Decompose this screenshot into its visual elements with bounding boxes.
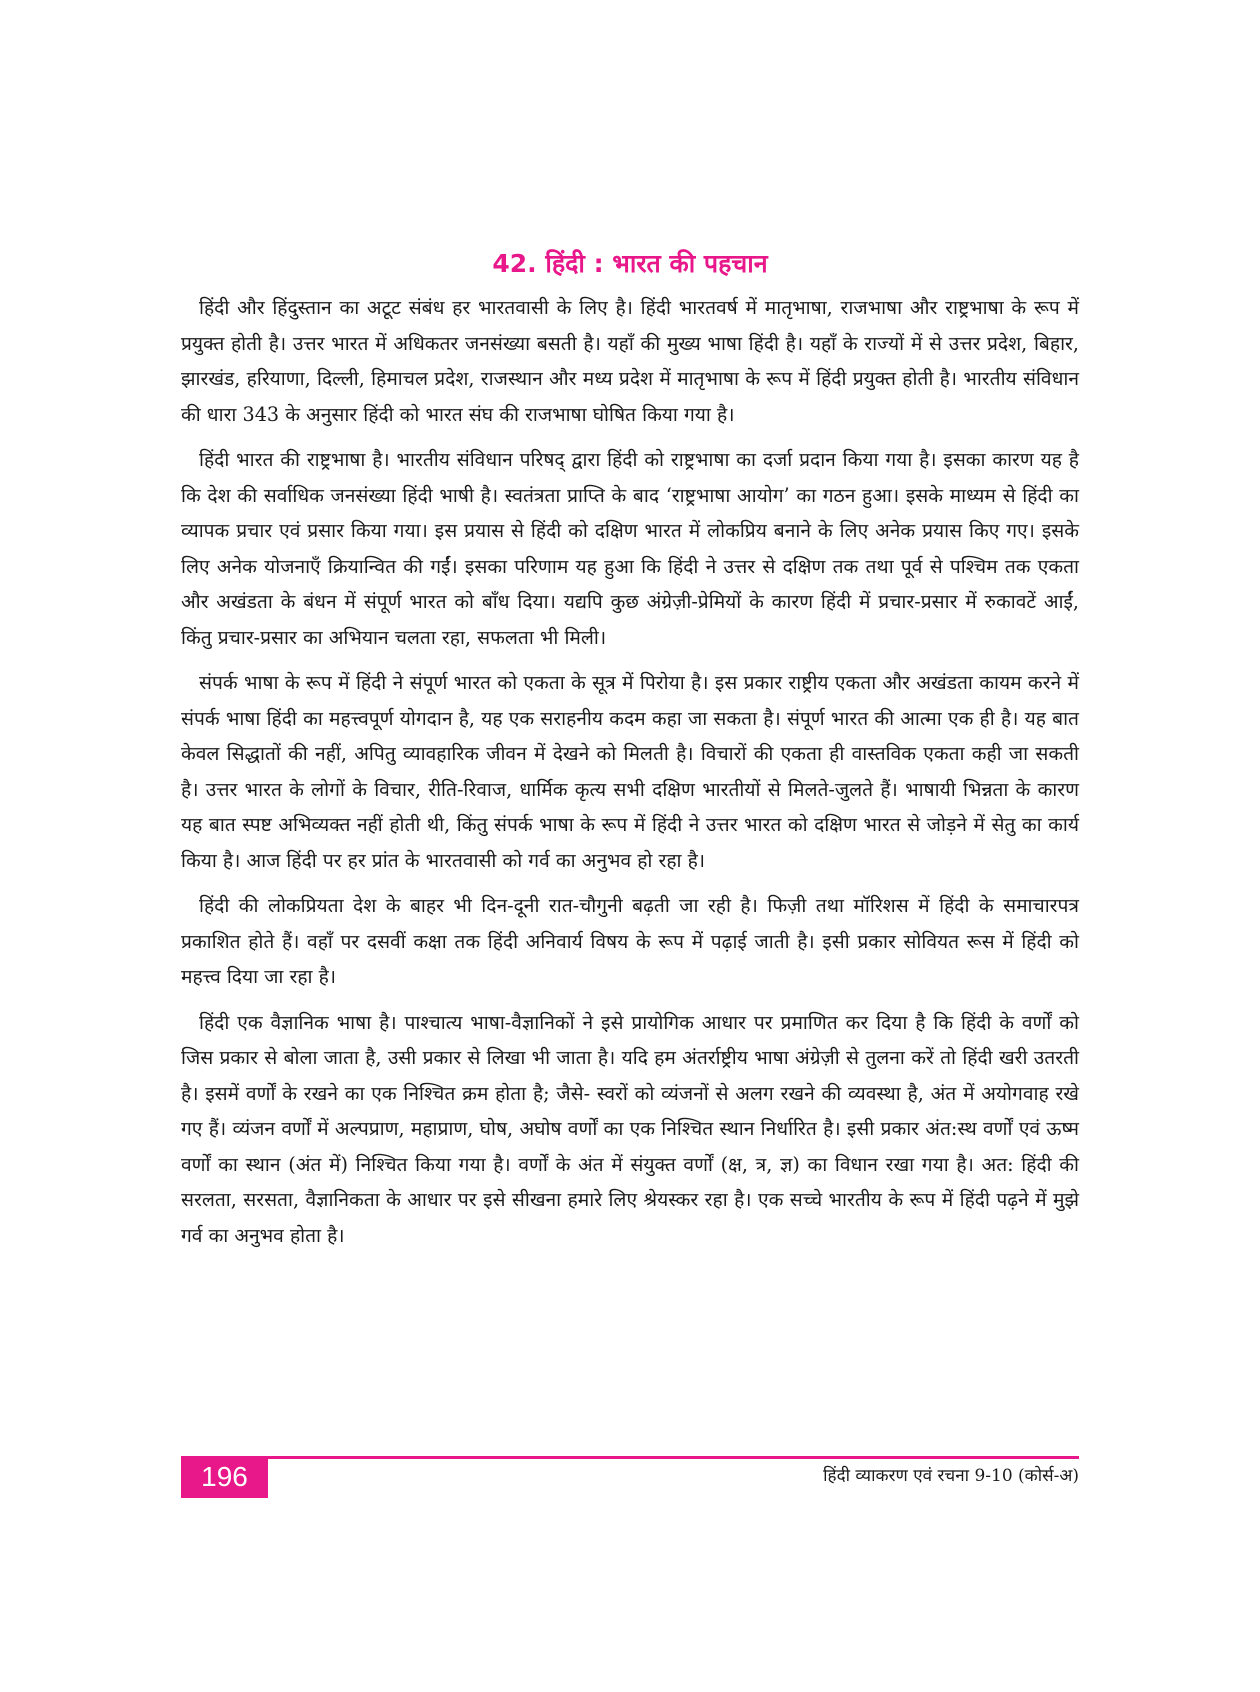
essay-body bbox=[181, 290, 1079, 1263]
running-footer-book-title: हिंदी व्याकरण एवं रचना 9-10 (कोर्स-अ) bbox=[823, 1466, 1079, 1486]
paragraph: हिंदी भारत की राष्ट्रभाषा है। भारतीय संविधान परिषद् द्वारा हिंदी को राष्ट्रभाषा का दर्जा प्रदान किया गया है। इसका कारण यह है कि देश की सर्वाधिक जनसंख्या हिंदी भाषी है। स्वतंत्रता प्राप्ति के बाद ‘राष्ट्रभाषा आयोग’ का गठन हुआ। इसके माध्यम से हिंदी का व्यापक प्रचार एवं प्रसार किया गया। इस प्रयास से हिंदी को दक्षिण भारत में लोकप्रिय बनाने के लिए अनेक प्रयास किए गए। इसके लिए अनेक योजनाएँ क्रियान्वित की गईं। इसका परिणाम यह हुआ कि हिंदी ने उत्तर से दक्षिण तक तथा पूर्व से पश्चिम तक एकता और अखंडता के बंधन में संपूर्ण भारत को बाँध दिया। यद्यपि कुछ अंग्रेज़ी-प्रेमियों के कारण हिंदी में प्रचार-प्रसार में रुकावटें आईं, किंतु प्रचार-प्रसार का अभियान चलता रहा, सफलता भी मिली। bbox=[181, 448, 1079, 649]
paragraph: हिंदी और हिंदुस्तान का अटूट संबंध हर भारतवासी के लिए है। हिंदी भारतवर्ष में मातृभाषा, राजभाषा और राष्ट्रभाषा के रूप में प्रयुक्त होती है। उत्तर भारत में अधिकतर जनसंख्या बसती है। यहाँ की मुख्य भाषा हिंदी है। यहाँ के राज्यों में से उत्तर प्रदेश, बिहार, झारखंड, हरियाणा, दिल्ली, हिमाचल प्रदेश, राजस्थान और मध्य प्रदेश में मातृभाषा के रूप में हिंदी प्रयुक्त होती है। भारतीय संविधान की धारा 343 के अनुसार हिंदी को भारत संघ की राजभाषा घोषित किया गया है। bbox=[181, 296, 1079, 426]
paragraph: संपर्क भाषा के रूप में हिंदी ने संपूर्ण भारत को एकता के सूत्र में पिरोया है। इस प्रकार राष्ट्रीय एकता और अखंडता कायम करने में संपर्क भाषा हिंदी का महत्त्वपूर्ण योगदान है, यह एक सराहनीय कदम कहा जा सकता है। संपूर्ण भारत की आत्मा एक ही है। यह बात केवल सिद्धातों की नहीं, अपितु व्यावहारिक जीवन में देखने को मिलती है। विचारों की एकता ही वास्तविक एकता कही जा सकती है। उत्तर भारत के लोगों के विचार, रीति-रिवाज, धार्मिक कृत्य सभी दक्षिण भारतीयों से मिलते-जुलते हैं। भाषायी भिन्नता के कारण यह बात स्पष्ट अभिव्यक्त नहीं होती थी, किंतु संपर्क भाषा के रूप में हिंदी ने उत्तर भारत को दक्षिण भारत से जोड़ने में सेतु का कार्य किया है। आज हिंदी पर हर प्रांत के भारतवासी को गर्व का अनुभव हो रहा है। bbox=[181, 671, 1079, 872]
paragraph: हिंदी की लोकप्रियता देश के बाहर भी दिन-दूनी रात-चौगुनी बढ़ती जा रही है। फिज़ी तथा मॉरिशस में हिंदी के समाचारपत्र प्रकाशित होते हैं। वहाँ पर दसवीं कक्षा तक हिंदी अनिवार्य विषय के रूप में पढ़ाई जाती है। इसी प्रकार सोवियत रूस में हिंदी को महत्त्व दिया जा रहा है। bbox=[181, 894, 1079, 988]
page-number-badge: 196 bbox=[181, 1456, 268, 1498]
footer-divider bbox=[181, 1456, 1079, 1459]
chapter-title: 42. हिंदी : भारत की पहचान bbox=[492, 249, 768, 278]
paragraph: हिंदी एक वैज्ञानिक भाषा है। पाश्चात्य भाषा-वैज्ञानिकों ने इसे प्रायोगिक आधार पर प्रमाणित कर दिया है कि हिंदी के वर्णों को जिस प्रकार से बोला जाता है, उसी प्रकार से लिखा भी जाता है। यदि हम अंतर्राष्ट्रीय भाषा अंग्रेज़ी से तुलना करें तो हिंदी खरी उतरती है। इसमें वर्णों के रखने का एक निश्चित क्रम होता है; जैसे- स्वरों को व्यंजनों से अलग रखने की व्यवस्था है, अंत में अयोगवाह रखे गए हैं। व्यंजन वर्णों में अल्पप्राण, महाप्राण, घोष, अघोष वर्णों का एक निश्चित स्थान निर्धारित है। इसी प्रकार अंत:स्थ वर्णों एवं ऊष्म वर्णों का स्थान (अंत में) निश्चित किया गया है। वर्णों के अंत में संयुक्त वर्णों (क्ष, त्र, ज्ञ) का विधान रखा गया है। अत: हिंदी की सरलता, सरसता, वैज्ञानिकता के आधार पर इसे सीखना हमारे लिए श्रेयस्कर रहा है। एक सच्चे भारतीय के रूप में हिंदी पढ़ने में मुझे गर्व का अनुभव होता है। bbox=[181, 1010, 1079, 1247]
